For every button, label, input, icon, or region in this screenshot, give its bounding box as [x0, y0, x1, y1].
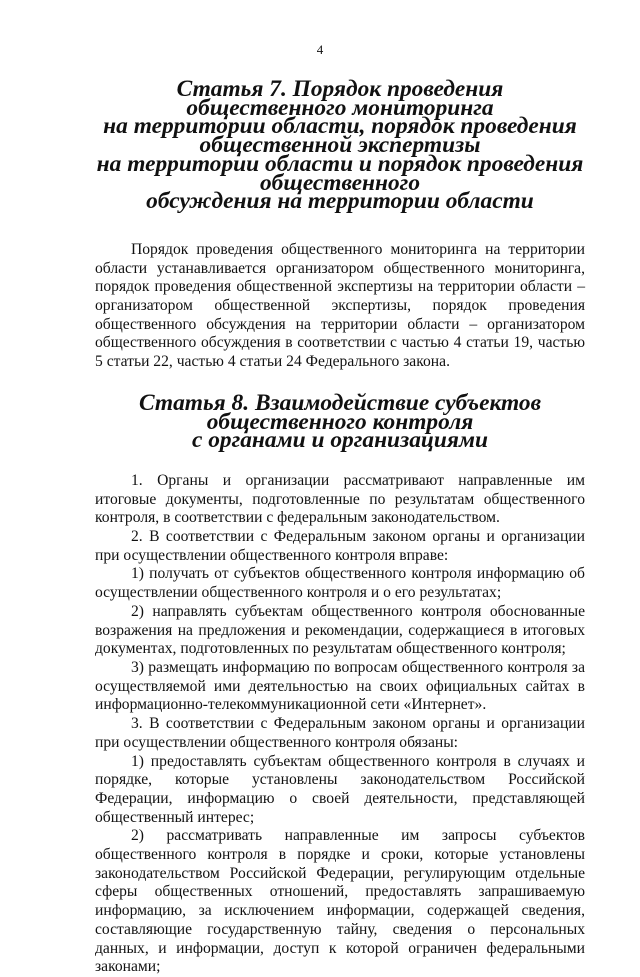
article-8-paragraph: 3) размещать информацию по вопросам общественного контроля за осуществляемой ими деятельностью на своих официальных сайтах в информационно-телекоммуникационной сети «Интернет». — [95, 658, 585, 714]
article-7-paragraph: Порядок проведения общественного мониторинга на территории области устанавливается организатором общественного мониторинга, порядок проведения общественной экспертизы на территории области – организатором общественной экспертизы, порядок проведения общественного обсуждения на территории области – организатором общественного обсуждения в соответствии с частью 4 статьи 19, частью 5 статьи 22, частью 4 статьи 24 Федерального закона. — [95, 240, 585, 371]
article-8-paragraph: 2) направлять субъектам общественного контроля обоснованные возражения на предложения и рекомендации, содержащиеся в итоговых документах, подготовленных по результатам общественного контроля; — [95, 602, 585, 658]
heading-line: на территории области, порядок проведения общественной экспертизы — [103, 113, 577, 159]
spacer — [95, 450, 585, 472]
article-8-heading — [95, 389, 585, 454]
heading-line: обсуждения на территории области — [146, 188, 534, 215]
spacer — [95, 211, 585, 241]
article-8-paragraph: 2) рассматривать направленные им запросы субъектов общественного контроля в порядке и сроки, которые установлены законодательством Российской Федерации, регулирующим отдельные сферы общественных отношений, предоставлять запрашиваемую информацию, за исключением информации, содержащей сведения, составляющие государственную тайну, сведения о персональных данных, и информации, доступ к которой ограничен федеральными законами; — [95, 827, 585, 976]
heading-line: на территории области и порядок проведения общественного — [96, 150, 584, 196]
heading-line: Статья 8. Взаимодействие субъектов общественного контроля — [138, 389, 542, 435]
page-content — [95, 76, 585, 977]
heading-line: с органами и организациями — [191, 427, 488, 454]
heading-line: Статья 7. Порядок проведения общественного мониторинга — [176, 76, 504, 121]
article-8-paragraph: 2. В соответствии с Федеральным законом органы и организации при осуществлении общественного контроля вправе: — [95, 528, 585, 564]
page-number: 4 — [316, 42, 324, 57]
article-8-paragraph: 1) получать от субъектов общественного контроля информацию об осуществлении общественного контроля и о его результатах; — [95, 565, 585, 602]
article-8-paragraph: 1. Органы и организации рассматривают направленные им итоговые документы, подготовленные по результатам общественного контроля, в соответствии с федеральным законодательством. — [95, 471, 585, 527]
article-8-paragraph: 3. В соответствии с Федеральным законом органы и организации при осуществлении общественного контроля обязаны: — [95, 715, 585, 751]
article-8-paragraph: 1) предоставлять субъектам общественного контроля в случаях и порядке, которые установлены законодательством Российской Федерации, информацию о своей деятельности, представляющей общественный интерес; — [95, 752, 585, 826]
article-7-heading — [95, 76, 585, 215]
